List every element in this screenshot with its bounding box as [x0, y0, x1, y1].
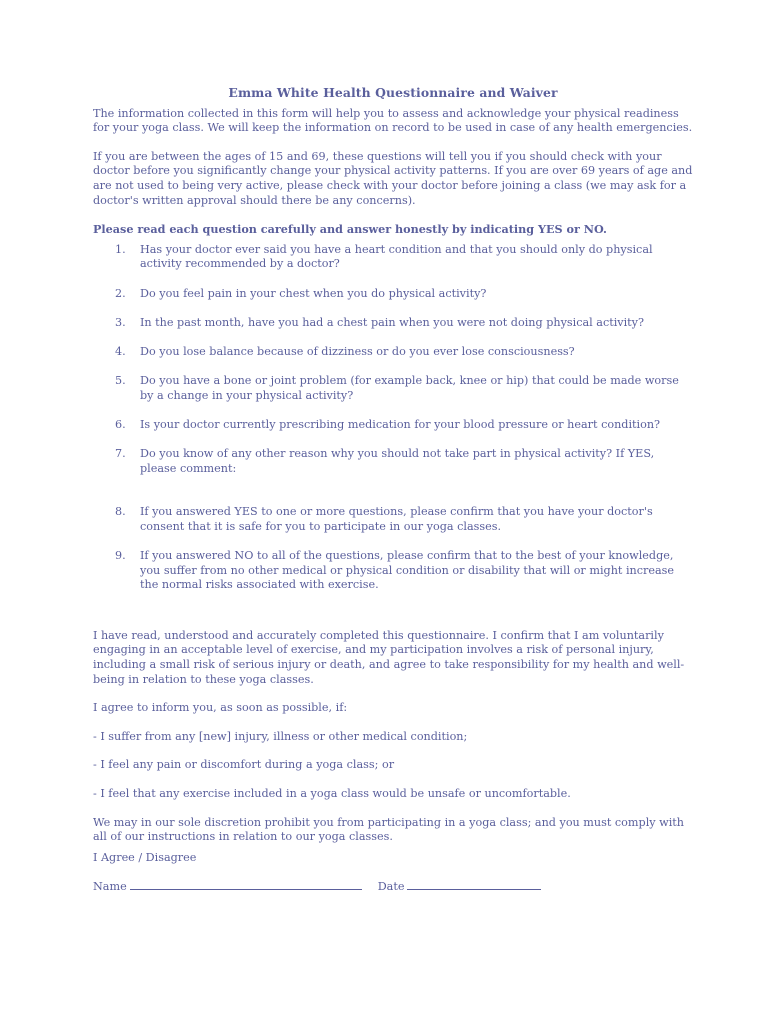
agree-inform-text: I agree to inform you, as soon as possible, if: [93, 701, 348, 715]
question-text: Has your doctor ever said you have a heart condition and that you should only do physical activity recommended by a doctor? [140, 242, 653, 271]
discretion-paragraph: We may in our sole discretion prohibit you from participating in a yoga class; and you must comply with all of our instructions in relation to our yoga classes. [93, 815, 684, 844]
question-item [93, 287, 693, 302]
question-text: Do you feel pain in your chest when you do physical activity? [140, 286, 487, 300]
question-item [93, 374, 693, 403]
date-field-line[interactable] [407, 879, 541, 890]
question-item [93, 505, 693, 534]
question-number: 7. [115, 447, 126, 461]
question-number: 1. [115, 242, 126, 256]
intro-paragraph-1: The information collected in this form will help you to assess and acknowledge your physical readiness for your yoga class. We will keep the information on record to be used in case of any health emergencies. [93, 106, 693, 135]
condition-item-2: - I feel any pain or discomfort during a yoga class; or [93, 758, 395, 772]
question-number: 9. [115, 549, 126, 563]
question-number: 5. [115, 374, 126, 388]
question-text: In the past month, have you had a chest pain when you were not doing physical activity? [140, 315, 645, 329]
question-list [93, 243, 693, 593]
date-label: Date [377, 880, 405, 894]
intro-paragraph-2: If you are between the ages of 15 and 69, these questions will tell you if you should check with your doctor before you significantly change your physical activity patterns. If you are over 69 years of age and are not used to being very active, please check with your doctor before joining a class (we may ask for a doctor's written approval should there be any concerns). [93, 149, 693, 207]
question-text: Do you know of any other reason why you should not take part in physical activity? If YES, please comment: [140, 447, 655, 475]
question-text: Is your doctor currently prescribing medication for your blood pressure or heart condition? [140, 417, 661, 431]
question-number: 3. [115, 315, 126, 329]
question-number: 4. [115, 344, 126, 358]
question-item [93, 549, 693, 593]
question-item [93, 345, 693, 360]
question-item [93, 243, 693, 272]
question-text: If you answered NO to all of the questions, please confirm that to the best of your knowledge, you suffer from no other medical or physical condition or disability that will or might increase the normal risks associated with exercise. [140, 549, 674, 592]
condition-item-1: - I suffer from any [new] injury, illness or other medical condition; [93, 729, 468, 743]
condition-item-3: - I feel that any exercise included in a yoga class would be unsafe or uncomfortable. [93, 786, 571, 800]
question-item [93, 316, 693, 331]
question-number: 8. [115, 505, 126, 519]
question-text: If you answered YES to one or more questions, please confirm that you have your doctor's consent that it is safe for you to participate in our yoga classes. [140, 505, 653, 533]
document-title: Emma White Health Questionnaire and Waiver [228, 85, 558, 100]
name-field-line[interactable] [130, 879, 362, 890]
declaration-paragraph: I have read, understood and accurately completed this questionnaire. I confirm that I am voluntarily engaging in an acceptable level of exercise, and my participation involves a risk of personal injury, including a small risk of serious injury or death, and agree to take responsibility for my health and well-being in relation to these yoga classes. [93, 628, 685, 686]
waiver-document [93, 86, 693, 895]
question-item [93, 418, 693, 433]
name-label: Name [93, 880, 127, 894]
signature-row [93, 879, 693, 895]
question-text: Do you lose balance because of dizziness or do you ever lose consciousness? [140, 344, 575, 358]
question-number: 6. [115, 417, 126, 431]
question-number: 2. [115, 286, 126, 300]
question-text: Do you have a bone or joint problem (for example back, knee or hip) that could be made worse by a change in your physical activity? [140, 374, 679, 402]
instruction-text: Please read each question carefully and answer honestly by indicating YES or NO. [93, 222, 607, 237]
agree-disagree-text: I Agree / Disagree [93, 850, 197, 864]
question-item [93, 447, 693, 476]
